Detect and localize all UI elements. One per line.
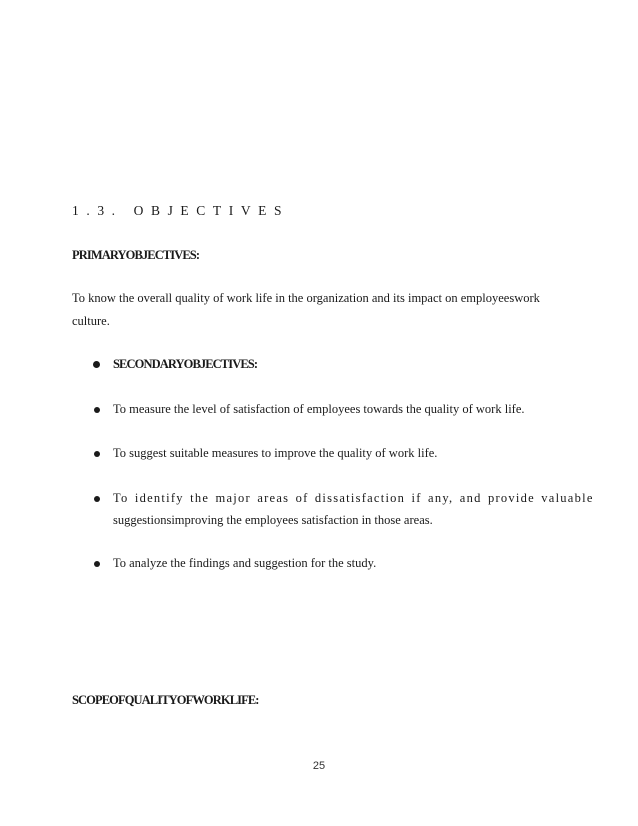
bullet-icon — [94, 561, 100, 567]
secondary-objectives-heading: SECONDARYOBJECTIVES: — [113, 357, 258, 371]
primary-objective-text-line-2: culture. — [72, 314, 110, 328]
scope-heading: SCOPEOFQUALITYOFWORKLIFE: — [72, 693, 259, 707]
objective-item-1: To measure the level of satisfaction of employees towards the quality of work life. — [113, 402, 525, 416]
section-heading: 1.3. OBJECTIVES — [72, 203, 290, 218]
objective-item-3-line-2: suggestionsimproving the employees satisfaction in those areas. — [113, 513, 433, 527]
bullet-icon — [94, 496, 100, 502]
page-number: 25 — [312, 760, 326, 772]
objective-item-3-line-1: To identify the major areas of dissatisfaction if any, and provide valuable — [113, 491, 594, 505]
primary-objectives-heading: PRIMARYOBJECTIVES: — [72, 248, 200, 262]
objective-item-4: To analyze the findings and suggestion for the study. — [113, 556, 377, 570]
bullet-icon — [94, 451, 100, 457]
bullet-icon — [93, 361, 100, 368]
objective-item-2: To suggest suitable measures to improve the quality of work life. — [113, 446, 438, 460]
primary-objective-text-line-1: To know the overall quality of work life in the organization and its impact on employeeswork — [72, 291, 540, 305]
bullet-icon — [94, 407, 100, 413]
